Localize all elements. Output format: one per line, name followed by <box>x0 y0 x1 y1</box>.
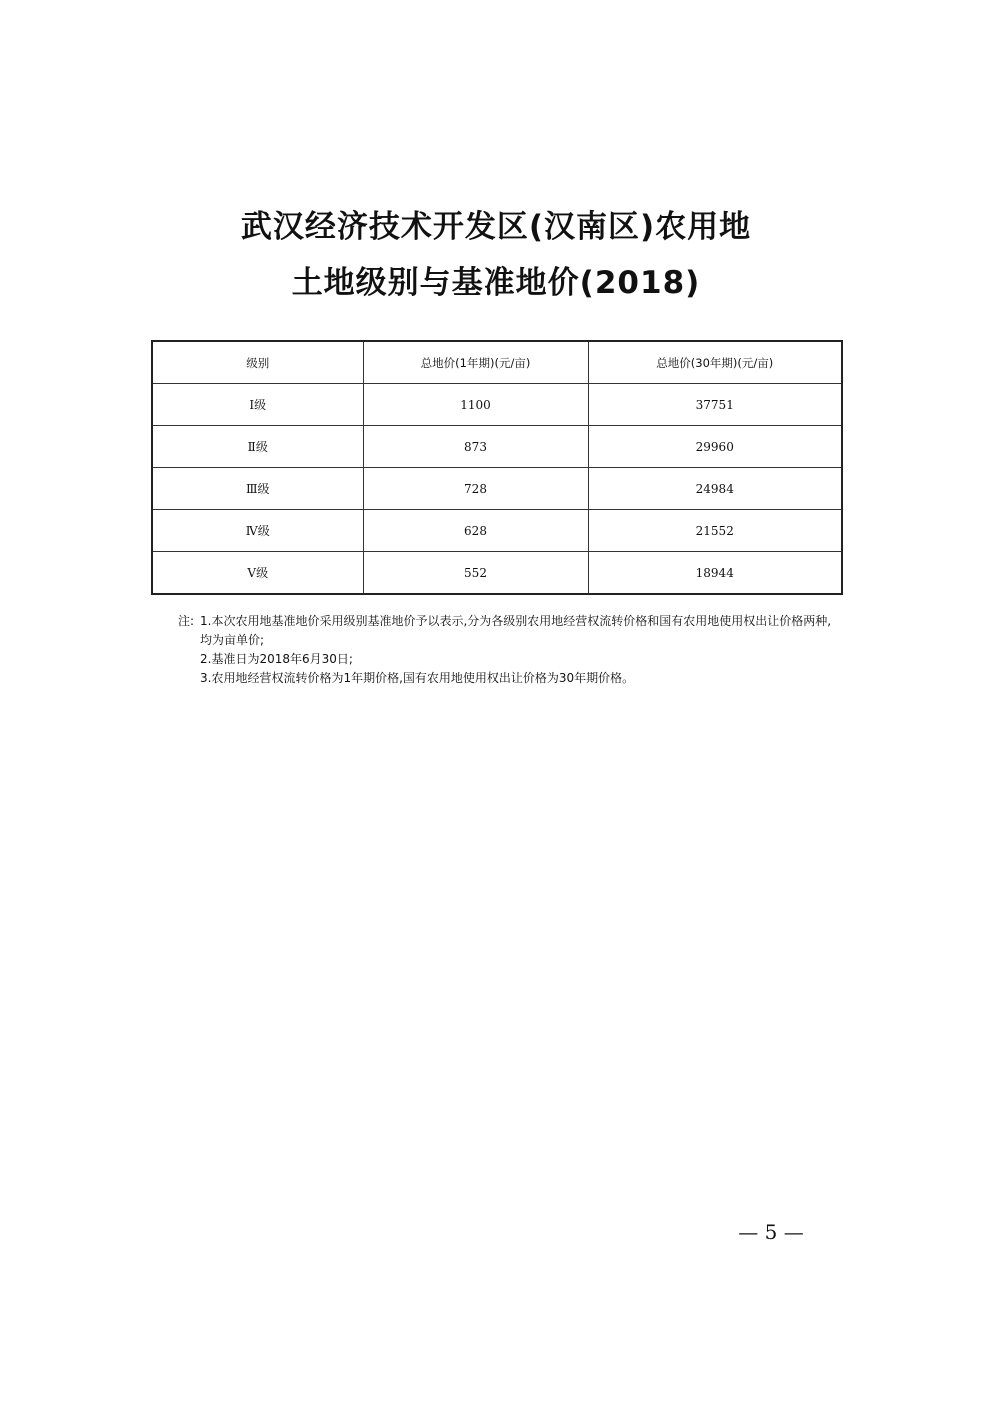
cell-price-1yr: 1100 <box>363 384 588 426</box>
cell-price-30yr: 24984 <box>588 468 842 510</box>
cell-price-1yr: 728 <box>363 468 588 510</box>
note-item <box>178 669 842 688</box>
note-item <box>178 612 842 650</box>
cell-price-30yr: 21552 <box>588 510 842 552</box>
land-price-table <box>151 340 843 595</box>
header-price-1yr: 总地价(1年期)(元/亩) <box>363 341 588 384</box>
header-price-30yr: 总地价(30年期)(元/亩) <box>588 341 842 384</box>
note-text: 1.本次农用地基准地价采用级别基准地价予以表示,分为各级别农用地经营权流转价格和国有农用地使用权出让价格两种,均为亩单价; <box>200 614 832 647</box>
note-item <box>178 650 842 669</box>
cell-grade: Ⅱ级 <box>152 426 363 468</box>
cell-grade: Ⅳ级 <box>152 510 363 552</box>
cell-grade: Ⅲ级 <box>152 468 363 510</box>
table-row <box>152 510 842 552</box>
cell-grade: Ⅰ级 <box>152 384 363 426</box>
document-title-line-2: 土地级别与基准地价(2018) <box>291 265 701 301</box>
cell-price-30yr: 37751 <box>588 384 842 426</box>
cell-price-30yr: 29960 <box>588 426 842 468</box>
note-text: 2.基准日为2018年6月30日; <box>200 652 353 666</box>
table-row <box>152 468 842 510</box>
table-row <box>152 552 842 595</box>
note-text: 3.农用地经营权流转价格为1年期价格,国有农用地使用权出让价格为30年期价格。 <box>200 671 635 685</box>
cell-price-1yr: 552 <box>363 552 588 595</box>
table-row <box>152 384 842 426</box>
header-grade: 级别 <box>152 341 363 384</box>
document-title-line-1: 武汉经济技术开发区(汉南区)农用地 <box>240 209 752 245</box>
note-prefix: 注: <box>178 614 195 628</box>
cell-price-1yr: 628 <box>363 510 588 552</box>
table-row <box>152 426 842 468</box>
cell-grade: Ⅴ级 <box>152 552 363 595</box>
cell-price-1yr: 873 <box>363 426 588 468</box>
table-notes <box>178 612 842 688</box>
cell-price-30yr: 18944 <box>588 552 842 595</box>
page-number: — 5 — <box>738 1220 804 1244</box>
table-header-row <box>152 341 842 384</box>
